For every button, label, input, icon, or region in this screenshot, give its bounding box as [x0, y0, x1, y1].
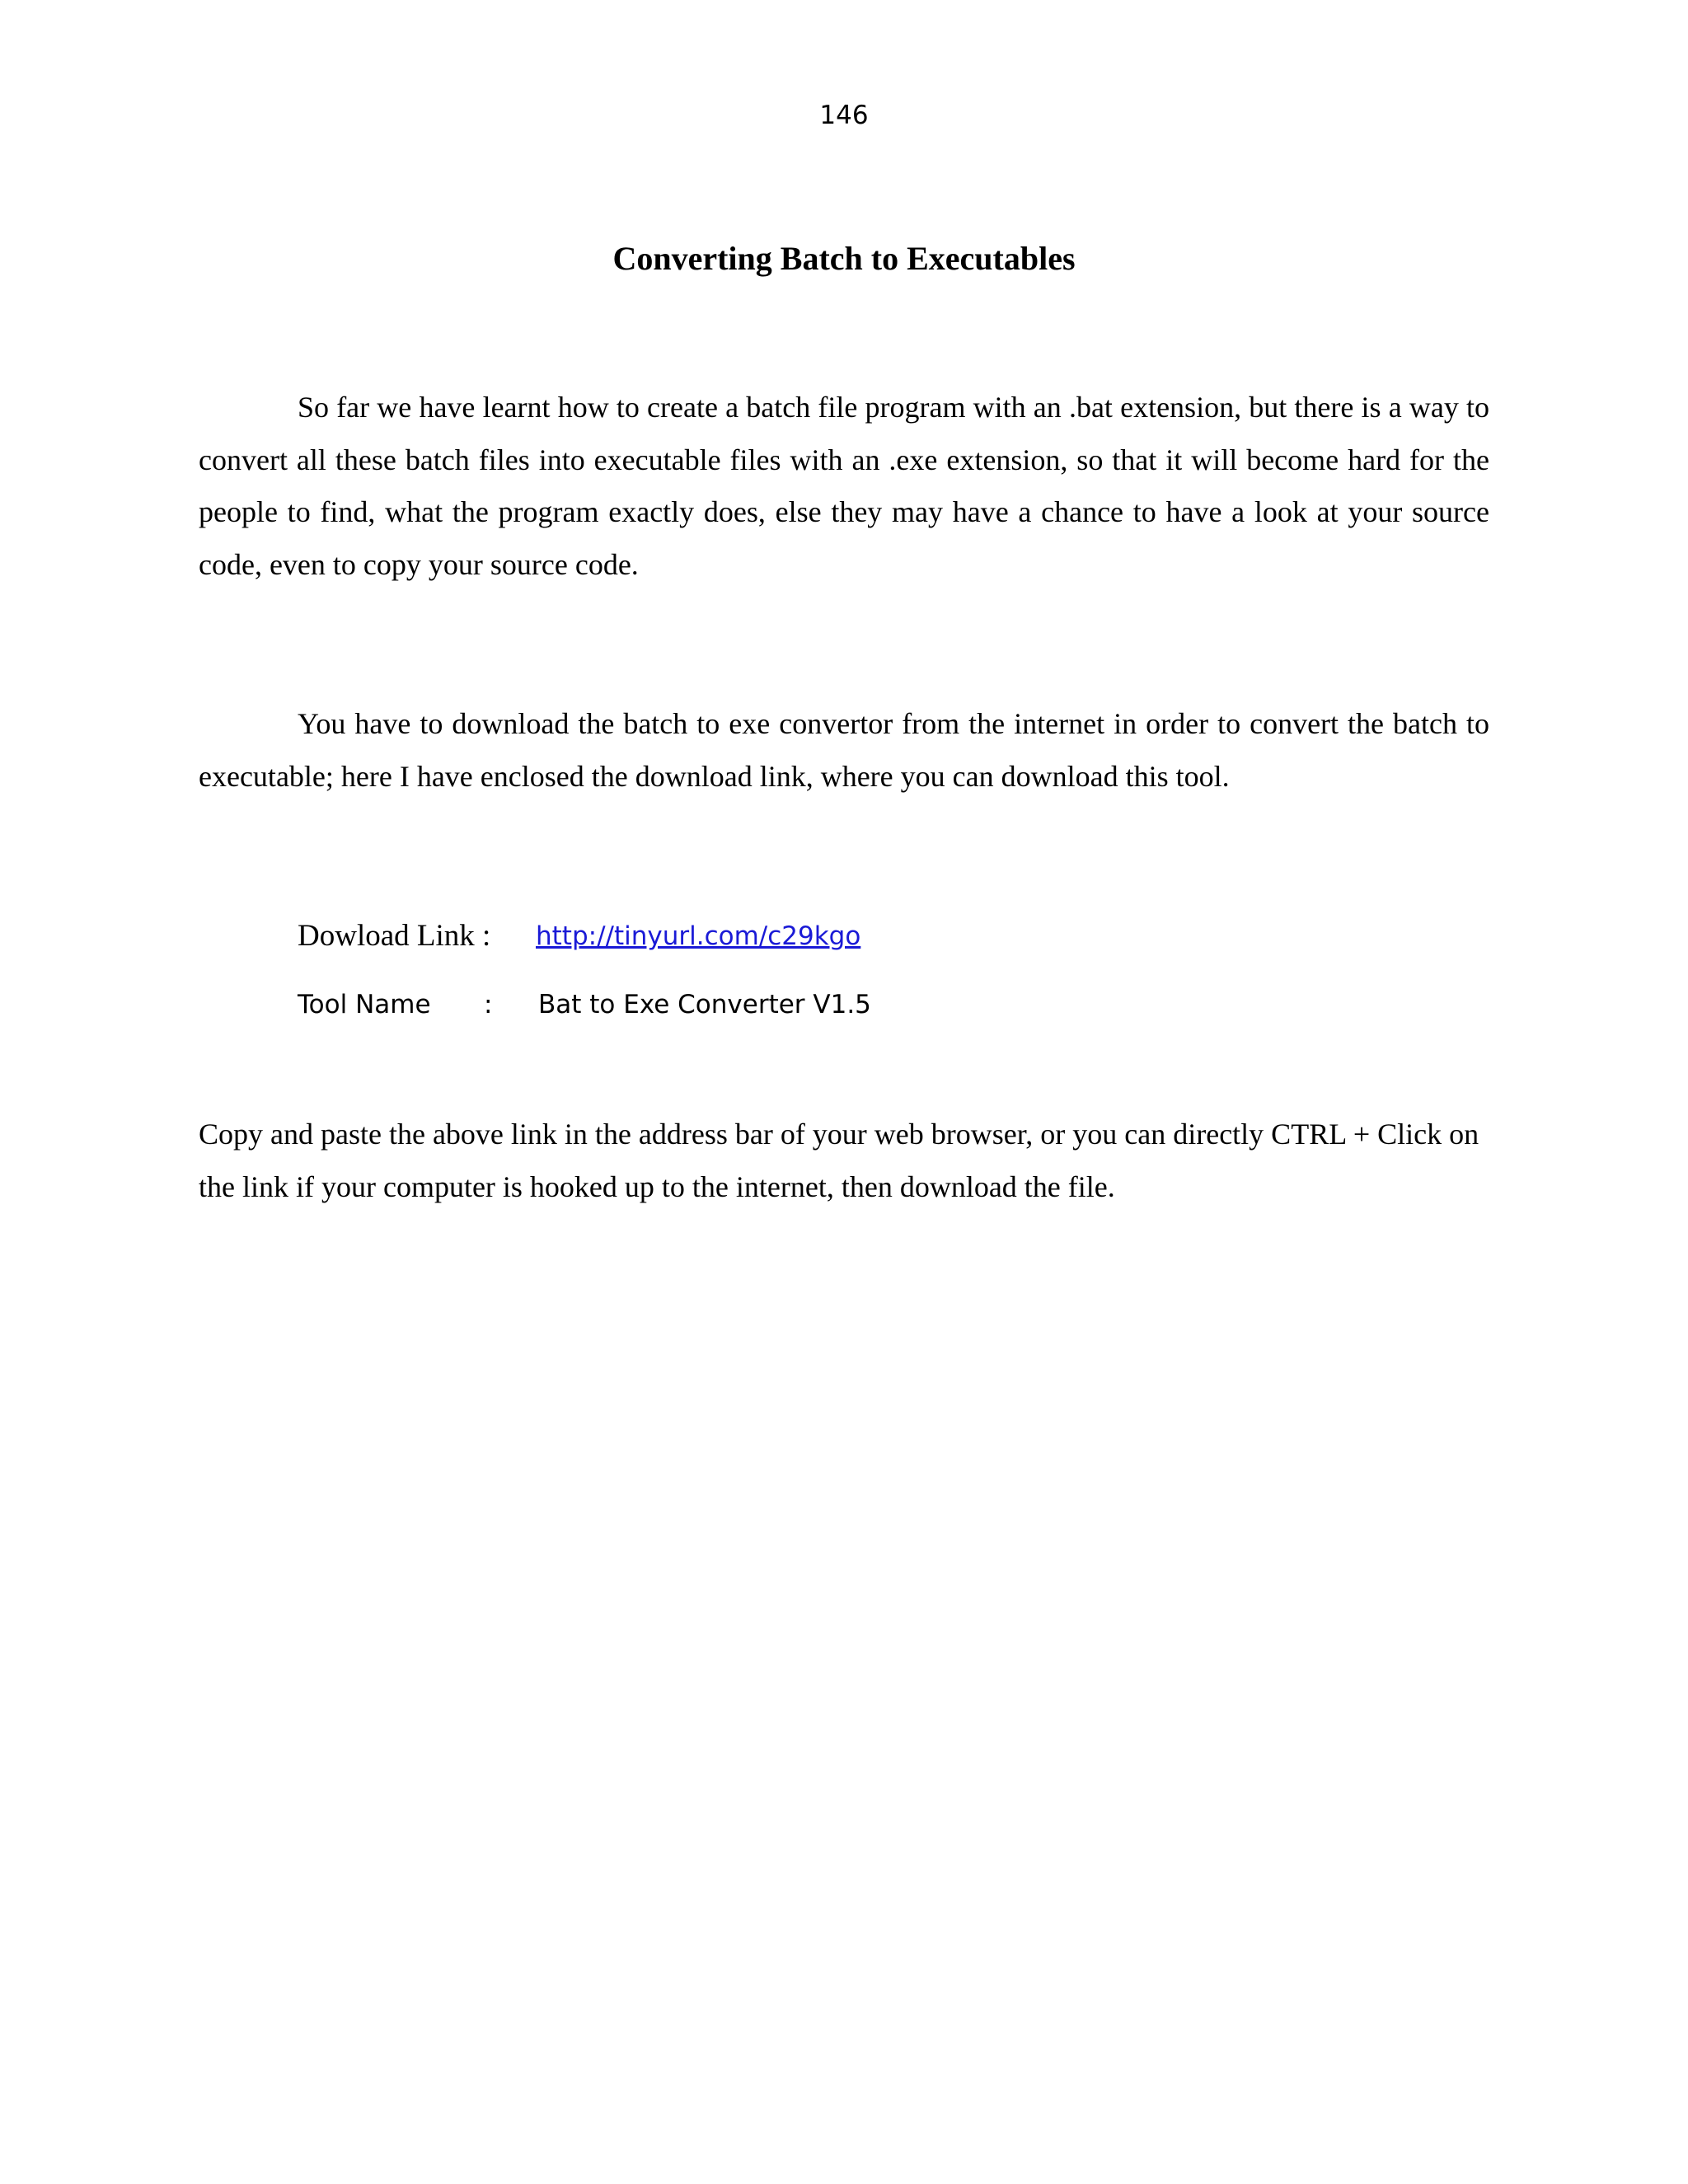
intro-paragraph: So far we have learnt how to create a batch file program with an .bat extension, but there is a way to convert all these batch files into executable files with an .exe extension, so that it will become hard for the people to find, what the program exactly does, else they may have a chance to have a look at your source code, even to copy your source code. — [199, 391, 1489, 581]
download-link[interactable]: http://tinyurl.com/c29kgo — [536, 921, 861, 951]
copy-paste-paragraph: Copy and paste the above link in the address bar of your web browser, or you can directly CTRL + Click on the link if your computer is hooked up to the internet, then download the file. — [199, 1118, 1479, 1203]
page-number: 146 — [819, 101, 869, 130]
page-title: Converting Batch to Executables — [612, 240, 1076, 277]
download-instructions-paragraph: You have to download the batch to exe convertor from the internet in order to convert the batch to executable; here I have enclosed the download link, where you can download this tool. — [199, 707, 1489, 793]
tool-name-value: Bat to Exe Converter V1.5 — [538, 990, 871, 1019]
tool-name-label: Tool Name — [298, 990, 431, 1019]
download-link-label: Dowload Link : — [298, 919, 491, 953]
tool-name-separator: : — [484, 990, 493, 1019]
